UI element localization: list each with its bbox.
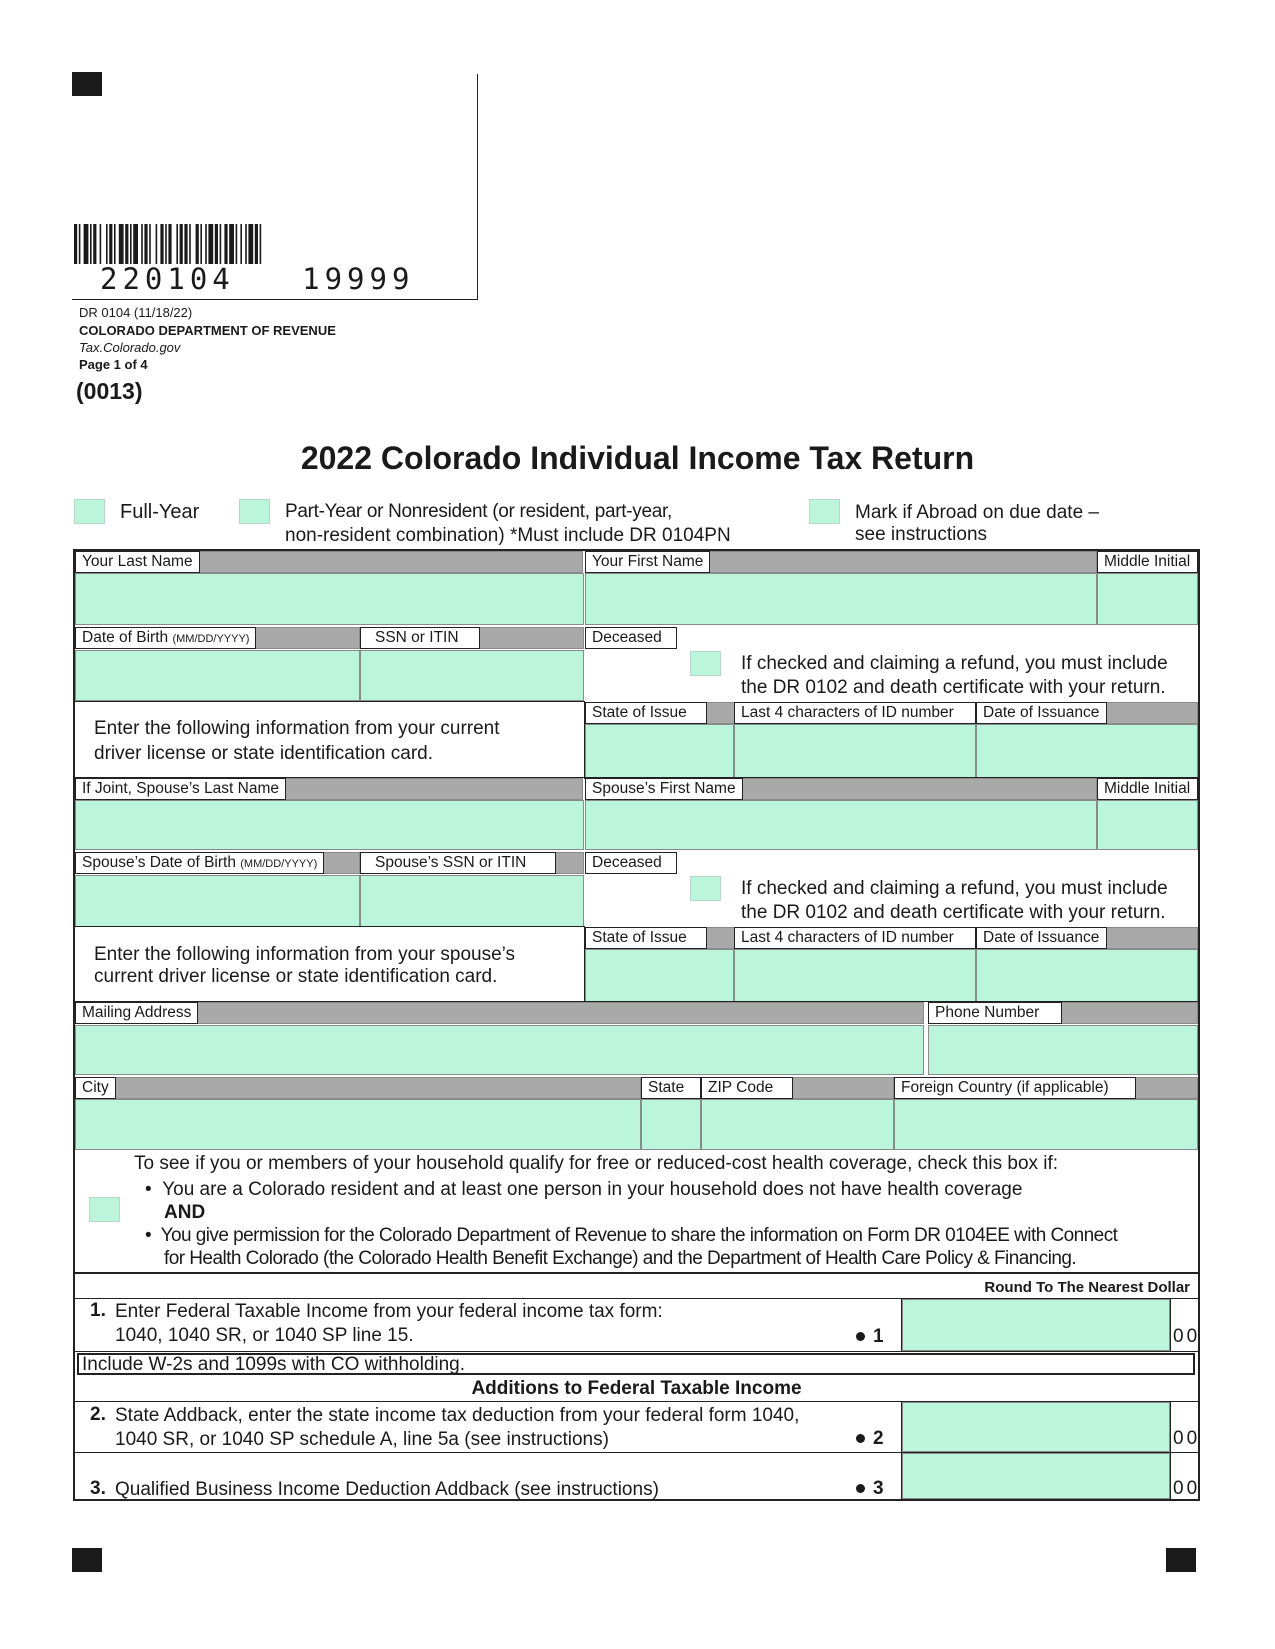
state-of-issue-label: State of Issue — [585, 702, 707, 724]
line1-ref — [856, 1326, 884, 1348]
additions-header: Additions to Federal Taxable Income — [471, 1378, 802, 1399]
barcode-bar — [74, 224, 77, 264]
last-name-field[interactable] — [75, 573, 584, 625]
registration-mark-top-left — [72, 72, 102, 96]
barcode-bar — [215, 224, 218, 264]
barcode-bar — [245, 224, 247, 264]
ssn-field[interactable] — [360, 650, 584, 701]
dl-note-line2: driver license or state identification card. — [94, 743, 433, 764]
spouse-deceased-checkbox[interactable] — [690, 876, 721, 901]
barcode-bar — [106, 224, 108, 264]
barcode-bar — [189, 224, 191, 264]
line2-ref-number: 2 — [873, 1428, 884, 1449]
last-name-label: Your Last Name — [75, 551, 200, 573]
barcode-bar — [93, 224, 96, 264]
w2-note: Include W-2s and 1099s with CO withholding. — [82, 1354, 466, 1375]
line1-text-line2: 1040, 1040 SR, or 1040 SP line 15. — [115, 1325, 414, 1346]
barcode-bar — [165, 224, 167, 264]
spouse-last-name-field[interactable] — [75, 800, 584, 850]
city-label: City — [75, 1077, 116, 1099]
dob-label — [75, 627, 256, 649]
health-bullet2-line1: • You give permission for the Colorado Department of Revenue to share the information on Form DR 0104EE with Connect — [145, 1225, 1118, 1246]
line3-amount-field[interactable] — [902, 1453, 1170, 1499]
spouse-dl-note-line2: current driver license or state identification card. — [94, 966, 498, 987]
divider — [75, 1351, 1198, 1352]
barcode-bar — [133, 224, 138, 264]
barcode-bar — [84, 224, 89, 264]
phone-label: Phone Number — [928, 1002, 1062, 1024]
form-id: DR 0104 (11/18/22) — [79, 305, 193, 320]
foreign-country-label: Foreign Country (if applicable) — [894, 1077, 1136, 1099]
spouse-deceased-note-line2: the DR 0102 and death certificate with your return. — [741, 902, 1166, 923]
abroad-label-line1: Mark if Abroad on due date – — [855, 502, 1099, 523]
health-bullet1-text: You are a Colorado resident and at least one person in your household does not have health coverage — [162, 1179, 1023, 1200]
health-and: AND — [164, 1202, 206, 1223]
line3-ref-number: 3 — [873, 1478, 884, 1499]
barcode-bar — [260, 224, 262, 264]
spouse-dob-field[interactable] — [75, 875, 360, 927]
zip-field[interactable] — [701, 1099, 894, 1150]
spouse-dob-format-hint: (MM/DD/YYYY) — [240, 858, 318, 870]
line1-number: 1. — [90, 1300, 106, 1321]
spouse-last-name-label: If Joint, Spouse’s Last Name — [75, 778, 286, 800]
deceased-note-line1: If checked and claiming a refund, you must include — [741, 653, 1168, 674]
form-code: (0013) — [76, 378, 143, 404]
state-label: State — [641, 1077, 701, 1099]
phone-field[interactable] — [928, 1025, 1198, 1075]
dob-field[interactable] — [75, 650, 360, 701]
barcode — [74, 224, 414, 264]
page-number: Page 1 of 4 — [79, 357, 148, 372]
line1-cents: 00 — [1173, 1326, 1201, 1347]
spouse-date-of-issuance-label: Date of Issuance — [976, 927, 1107, 949]
spouse-date-of-issuance-field[interactable] — [976, 949, 1198, 1002]
full-year-label: Full-Year — [120, 501, 200, 523]
barcode-bar — [168, 224, 171, 264]
line3-text: Qualified Business Income Deduction Addback (see instructions) — [115, 1479, 659, 1500]
deceased-label: Deceased — [585, 627, 677, 649]
barcode-bar — [144, 224, 147, 264]
spouse-first-name-field[interactable] — [585, 800, 1097, 850]
barcode-bar — [184, 224, 187, 264]
spouse-state-of-issue-label: State of Issue — [585, 927, 707, 949]
spouse-middle-initial-label: Middle Initial — [1097, 778, 1198, 800]
full-year-checkbox[interactable] — [74, 499, 105, 524]
spouse-state-of-issue-field[interactable] — [585, 949, 734, 1002]
abroad-checkbox[interactable] — [809, 499, 840, 524]
line2-text-line2: 1040 SR, or 1040 SP schedule A, line 5a (see instructions) — [115, 1429, 609, 1450]
line2-cents: 00 — [1173, 1428, 1201, 1449]
part-year-label-line2: non-resident combination) *Must include DR 0104PN — [285, 525, 731, 546]
round-note: Round To The Nearest Dollar — [984, 1279, 1190, 1296]
barcode-frame-line — [477, 74, 478, 300]
divider — [1170, 1401, 1171, 1453]
barcode-bar — [224, 224, 227, 264]
barcode-bar — [248, 224, 253, 264]
divider — [75, 701, 585, 702]
part-year-label-line1: Part-Year or Nonresident (or resident, part-year, — [285, 501, 672, 522]
barcode-bar — [130, 224, 132, 264]
barcode-bar — [156, 224, 158, 264]
registration-mark-bottom-left — [72, 1548, 102, 1572]
barcode-number: 220104 19999 — [100, 262, 415, 296]
divider — [75, 1272, 1198, 1274]
spouse-ssn-field[interactable] — [360, 875, 584, 927]
barcode-bar — [119, 224, 124, 264]
line2-text-line1: State Addback, enter the state income tax deduction from your federal form 1040, — [115, 1405, 800, 1426]
line3-bullet-icon — [856, 1484, 865, 1493]
line2-ref — [856, 1428, 884, 1450]
part-year-checkbox[interactable] — [239, 499, 270, 524]
barcode-bar — [125, 224, 128, 264]
spouse-last4-label: Last 4 characters of ID number — [734, 927, 976, 949]
deceased-checkbox[interactable] — [690, 651, 721, 676]
health-bullet2-text1: You give permission for the Colorado Department of Revenue to share the information on Form DR 0104EE with Connect — [160, 1225, 1118, 1246]
page-title: 2022 Colorado Individual Income Tax Return — [300, 440, 975, 476]
line3-ref — [856, 1478, 884, 1500]
line1-bullet-icon — [856, 1332, 865, 1341]
barcode-bar — [236, 224, 238, 264]
barcode-bar — [240, 224, 242, 264]
registration-mark-bottom-right — [1166, 1548, 1196, 1572]
department-name: COLORADO DEPARTMENT OF REVENUE — [79, 323, 336, 338]
divider — [75, 926, 585, 927]
barcode-bar — [255, 224, 258, 264]
barcode-bar — [220, 224, 222, 264]
label-bar — [75, 1002, 924, 1024]
barcode-bar — [208, 224, 213, 264]
health-bullet1: • You are a Colorado resident and at least one person in your household does not have health coverage — [145, 1179, 1023, 1200]
spouse-dob-label — [75, 852, 324, 874]
barcode-bar — [79, 224, 81, 264]
line1-ref-number: 1 — [873, 1326, 884, 1347]
spouse-ssn-label: Spouse’s SSN or ITIN — [360, 852, 556, 874]
line1-text-line1: Enter Federal Taxable Income from your federal income tax form: — [115, 1301, 663, 1322]
health-coverage-checkbox[interactable] — [89, 1197, 120, 1222]
last4-field[interactable] — [734, 724, 976, 778]
spouse-deceased-label: Deceased — [585, 852, 677, 874]
barcode-bar — [196, 224, 199, 264]
line2-bullet-icon — [856, 1434, 865, 1443]
barcode-bar — [90, 224, 92, 264]
line3-cents: 00 — [1173, 1478, 1201, 1499]
barcode-bar — [141, 224, 143, 264]
line2-amount-field[interactable] — [902, 1402, 1170, 1452]
barcode-bar — [114, 224, 116, 264]
mailing-address-label: Mailing Address — [75, 1002, 198, 1024]
deceased-note-line2: the DR 0102 and death certificate with your return. — [741, 677, 1166, 698]
barcode-frame-bottom — [72, 299, 478, 300]
divider — [1170, 1299, 1171, 1352]
barcode-bar — [149, 224, 151, 264]
barcode-bar — [229, 224, 234, 264]
spouse-dl-note-line1: Enter the following information from your spouse’s — [94, 944, 516, 965]
barcode-bar — [160, 224, 163, 264]
label-bar — [75, 1077, 641, 1099]
line3-number: 3. — [90, 1478, 106, 1499]
health-bullet2-line2: for Health Colorado (the Colorado Health Benefit Exchange) and the Department of Health Care Policy & Financing. — [164, 1248, 1077, 1269]
spouse-middle-initial-field[interactable] — [1097, 800, 1198, 850]
last4-label: Last 4 characters of ID number — [734, 702, 976, 724]
first-name-field[interactable] — [585, 573, 1097, 625]
dob-label-text: Date of Birth — [82, 629, 169, 646]
first-name-label: Your First Name — [585, 551, 710, 573]
state-field[interactable] — [641, 1099, 701, 1150]
barcode-bar — [205, 224, 207, 264]
mailing-address-field[interactable] — [75, 1025, 924, 1075]
barcode-bar — [100, 224, 102, 264]
barcode-bar — [109, 224, 112, 264]
line2-number: 2. — [90, 1404, 106, 1425]
foreign-country-field[interactable] — [894, 1099, 1198, 1150]
dob-format-hint: (MM/DD/YYYY) — [172, 633, 250, 645]
middle-initial-label: Middle Initial — [1097, 551, 1198, 573]
spouse-last4-field[interactable] — [734, 949, 976, 1002]
spouse-dob-label-text: Spouse’s Date of Birth — [82, 854, 236, 871]
abroad-label-line2: see instructions — [855, 524, 988, 545]
barcode-bar — [180, 224, 183, 264]
spouse-first-name-label: Spouse’s First Name — [585, 778, 743, 800]
website: Tax.Colorado.gov — [79, 340, 181, 355]
spouse-deceased-note-line1: If checked and claiming a refund, you must include — [741, 878, 1168, 899]
middle-initial-field[interactable] — [1097, 573, 1198, 625]
date-of-issuance-field[interactable] — [976, 724, 1198, 778]
state-of-issue-field[interactable] — [585, 724, 734, 778]
dl-note-line1: Enter the following information from your current — [94, 718, 500, 739]
divider — [1170, 1452, 1171, 1500]
date-of-issuance-label: Date of Issuance — [976, 702, 1107, 724]
city-field[interactable] — [75, 1099, 641, 1150]
ssn-label: SSN or ITIN — [360, 627, 480, 649]
line1-amount-field[interactable] — [902, 1299, 1170, 1351]
barcode-bar — [200, 224, 202, 264]
barcode-bar — [176, 224, 178, 264]
zip-label: ZIP Code — [701, 1077, 793, 1099]
health-intro: To see if you or members of your household qualify for free or reduced-cost health coverage, check this box if: — [134, 1153, 1059, 1174]
